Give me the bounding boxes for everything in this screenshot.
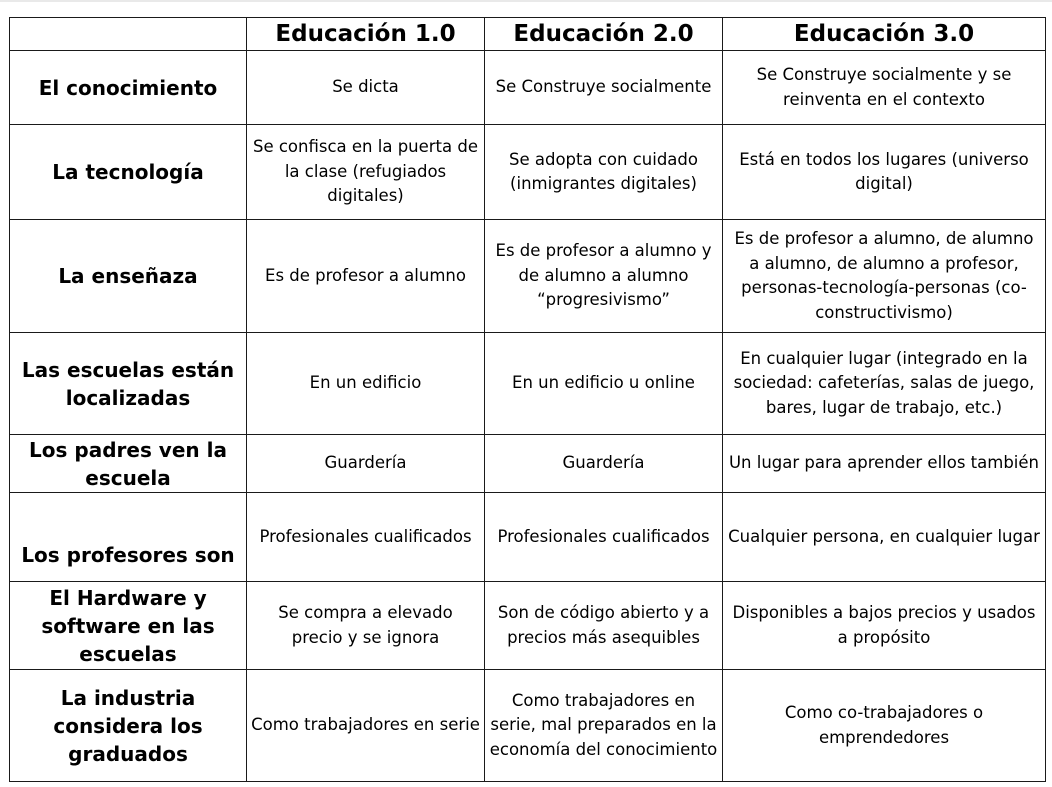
row-header-escuelas-localizadas: Las escuelas están localizadas	[10, 333, 247, 435]
table-row	[10, 670, 1046, 782]
table-cell: En cualquier lugar (integrado en la sociedad: cafeterías, salas de juego, bares, lugar de trabajo, etc.)	[723, 333, 1046, 435]
table-row	[10, 493, 1046, 582]
table-cell: Se Construye socialmente y se reinventa en el contexto	[723, 51, 1046, 125]
table-cell: Como trabajadores en serie	[247, 670, 485, 782]
table-row	[10, 125, 1046, 220]
table-cell: Se compra a elevado precio y se ignora	[247, 582, 485, 670]
table-row	[10, 51, 1046, 125]
table-cell: Guardería	[247, 435, 485, 493]
row-header-profesores: Los profesores son	[10, 493, 247, 582]
table-row	[10, 220, 1046, 333]
table-cell: Disponibles a bajos precios y usados a propósito	[723, 582, 1046, 670]
table-row	[10, 435, 1046, 493]
row-header-ensenaza: La enseñaza	[10, 220, 247, 333]
corner-cell	[10, 18, 247, 51]
table-cell: Se adopta con cuidado (inmigrantes digitales)	[485, 125, 723, 220]
row-header-tecnologia: La tecnología	[10, 125, 247, 220]
table-cell: Profesionales cualificados	[247, 493, 485, 582]
table-cell: Es de profesor a alumno y de alumno a alumno “progresivismo”	[485, 220, 723, 333]
table-cell: Cualquier persona, en cualquier lugar	[723, 493, 1046, 582]
table-cell: Se dicta	[247, 51, 485, 125]
table-cell: Guardería	[485, 435, 723, 493]
table-row	[10, 333, 1046, 435]
table-cell: Como trabajadores en serie, mal preparados en la economía del conocimiento	[485, 670, 723, 782]
table-cell: Se confisca en la puerta de la clase (refugiados digitales)	[247, 125, 485, 220]
header-row	[10, 18, 1046, 51]
table-cell: Se Construye socialmente	[485, 51, 723, 125]
top-divider	[0, 0, 1052, 2]
table-cell: En un edificio u online	[485, 333, 723, 435]
table-cell: Es de profesor a alumno, de alumno a alumno, de alumno a profesor, personas-tecnología-personas (co-constructivismo)	[723, 220, 1046, 333]
table-cell: Un lugar para aprender ellos también	[723, 435, 1046, 493]
table-row	[10, 582, 1046, 670]
row-header-padres: Los padres ven la escuela	[10, 435, 247, 493]
table-cell: En un edificio	[247, 333, 485, 435]
table-cell: Profesionales cualificados	[485, 493, 723, 582]
row-header-conocimiento: El conocimiento	[10, 51, 247, 125]
table-cell: Como co-trabajadores o emprendedores	[723, 670, 1046, 782]
comparison-table	[9, 17, 1046, 782]
column-header-educacion-1: Educación 1.0	[247, 18, 485, 51]
table-cell: Está en todos los lugares (universo digital)	[723, 125, 1046, 220]
table-cell: Son de código abierto y a precios más asequibles	[485, 582, 723, 670]
table-cell: Es de profesor a alumno	[247, 220, 485, 333]
column-header-educacion-3: Educación 3.0	[723, 18, 1046, 51]
column-header-educacion-2: Educación 2.0	[485, 18, 723, 51]
row-header-industria: La industria considera los graduados	[10, 670, 247, 782]
row-header-hardware-software: El Hardware y software en las escuelas	[10, 582, 247, 670]
